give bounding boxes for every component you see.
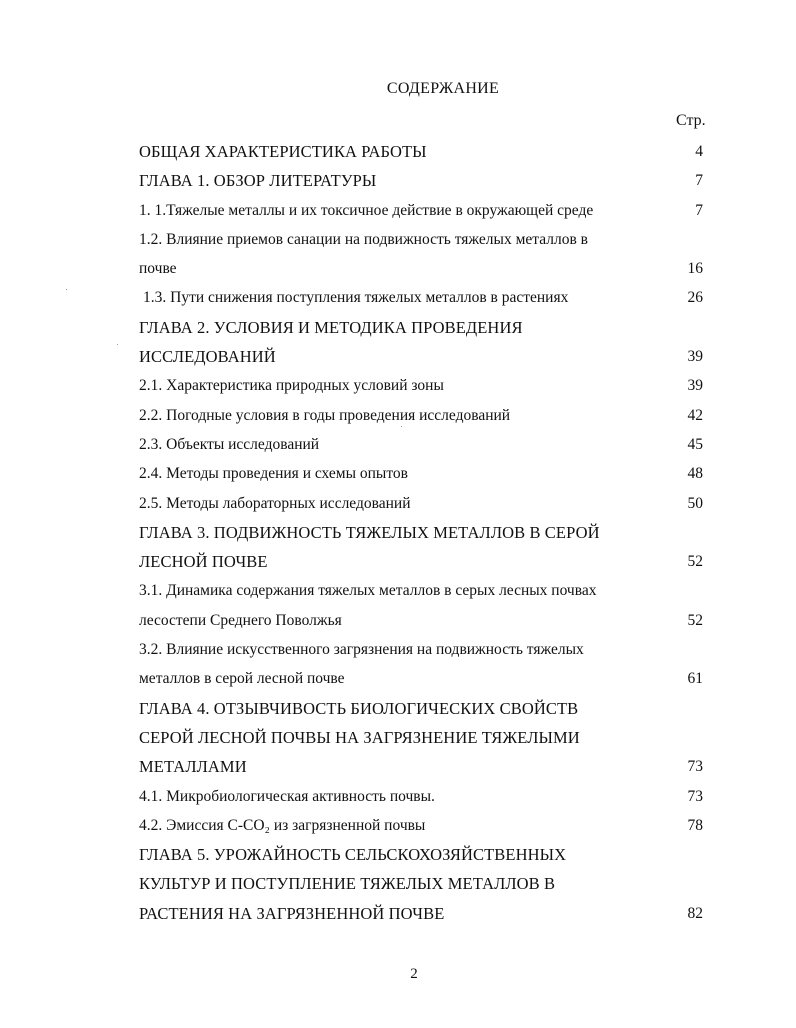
toc-page-number: 7: [695, 201, 703, 219]
toc-page-number: 16: [687, 260, 703, 278]
toc-chapter-entry: [139, 313, 709, 372]
toc-section-entry: [139, 371, 709, 400]
toc-page-number: 73: [687, 758, 703, 776]
toc-section-entry: [139, 489, 709, 518]
scan-speck: [66, 289, 67, 290]
toc-chapter-entry: [139, 518, 709, 577]
toc-chapter-entry: [139, 694, 709, 782]
toc-entry-title-line: 1. 1.Тяжелые металлы и их токсичное действие в окружающей среде: [139, 201, 594, 219]
toc-chapter-entry: [139, 137, 709, 166]
toc-entry-title-line: ГЛАВА 4. ОТЗЫВЧИВОСТЬ БИОЛОГИЧЕСКИХ СВОЙСТВ: [139, 698, 579, 718]
toc-page-number: 42: [687, 406, 703, 424]
toc-entry-title-line: ОБЩАЯ ХАРАКТЕРИСТИКА РАБОТЫ: [139, 142, 427, 161]
toc-entry-title-line: РАСТЕНИЯ НА ЗАГРЯЗНЕННОЙ ПОЧВЕ: [139, 903, 445, 923]
toc-entry-title-line: 2.5. Методы лабораторных исследований: [139, 494, 411, 512]
toc-section-entry: [139, 401, 709, 430]
toc-entry-title-line: КУЛЬТУР И ПОСТУПЛЕНИЕ ТЯЖЕЛЫХ МЕТАЛЛОВ В: [139, 874, 556, 894]
toc-entry-title-line: лесостепи Среднего Поволжья: [139, 611, 342, 629]
toc-page-number: 73: [687, 787, 703, 805]
scan-speck: [117, 344, 118, 345]
page-title: СОДЕРЖАНИЕ: [386, 80, 500, 97]
toc-entry-title-line: 2.1. Характеристика природных условий зоны: [139, 377, 444, 395]
toc-entry-title-line: СЕРОЙ ЛЕСНОЙ ПОЧВЫ НА ЗАГРЯЗНЕНИЕ ТЯЖЕЛЫМИ: [139, 727, 580, 747]
toc-section-entry: [139, 430, 709, 459]
toc-entry-title-line: ГЛАВА 5. УРОЖАЙНОСТЬ СЕЛЬСКОХОЗЯЙСТВЕННЫХ: [139, 845, 567, 865]
footer-page-number: 2: [410, 966, 418, 982]
toc-entry-title-line: 2.3. Объекты исследований: [139, 435, 320, 453]
toc-page-number: 4: [695, 143, 703, 160]
toc-section-entry: [139, 811, 709, 840]
toc-section-entry: [139, 576, 709, 635]
toc-page-number: 78: [687, 816, 703, 834]
toc-entry-title-line: 3.2. Влияние искусственного загрязнения на подвижность тяжелых: [139, 641, 584, 659]
toc-entry-title-line: 4.1. Микробиологическая активность почвы.: [139, 787, 435, 805]
page-column-label: Стр.: [676, 112, 706, 129]
toc-section-entry: [139, 196, 709, 225]
table-of-contents: [139, 137, 709, 928]
toc-entry-title-line: почве: [139, 260, 177, 278]
toc-section-entry: [139, 283, 709, 312]
toc-page-number: 39: [687, 377, 703, 395]
toc-page-number: 52: [687, 553, 703, 571]
toc-entry-title-line: МЕТАЛЛАМИ: [139, 757, 247, 777]
toc-entry-title-line: 1.3. Пути снижения поступления тяжелых металлов в растениях: [143, 289, 569, 307]
toc-page-number: 52: [687, 611, 703, 629]
toc-page-number: 82: [687, 904, 703, 922]
scan-speck: [401, 426, 402, 427]
toc-page-number: 48: [687, 465, 703, 483]
toc-section-entry: [139, 782, 709, 811]
toc-entry-title-line: 2.4. Методы проведения и схемы опытов: [139, 465, 408, 483]
toc-entry-title-line: ГЛАВА 3. ПОДВИЖНОСТЬ ТЯЖЕЛЫХ МЕТАЛЛОВ В СЕРОЙ: [139, 522, 600, 542]
toc-page-number: 26: [687, 289, 703, 307]
toc-page-number: 61: [687, 670, 703, 688]
toc-entry-title-line: 3.1. Динамика содержания тяжелых металлов в серых лесных почвах: [139, 582, 597, 600]
toc-page-number: 39: [687, 348, 703, 366]
toc-entry-title-line: 1.2. Влияние приемов санации на подвижность тяжелых металлов в: [139, 230, 588, 248]
toc-entry-title-line: ГЛАВА 1. ОБЗОР ЛИТЕРАТУРЫ: [139, 171, 377, 191]
toc-section-entry: [139, 225, 709, 284]
toc-chapter-entry: [139, 166, 709, 195]
toc-entry-title-line: 4.2. Эмиссия С-СО₂ из загрязненной почвы: [139, 816, 426, 834]
toc-entry-title-line: 2.2. Погодные условия в годы проведения исследований: [139, 406, 511, 424]
toc-entry-title-line: ЛЕСНОЙ ПОЧВЕ: [139, 552, 268, 572]
toc-section-entry: [139, 635, 709, 694]
toc-entry-title-line: ИССЛЕДОВАНИЙ: [139, 347, 276, 367]
toc-page-number: 7: [695, 172, 703, 190]
toc-page-number: 45: [687, 435, 703, 453]
toc-page-number: 50: [687, 494, 703, 512]
toc-section-entry: [139, 459, 709, 488]
toc-entry-title-line: металлов в серой лесной почве: [139, 670, 345, 688]
toc-entry-title-line: ГЛАВА 2. УСЛОВИЯ И МЕТОДИКА ПРОВЕДЕНИЯ: [139, 317, 523, 337]
toc-chapter-entry: [139, 840, 709, 928]
